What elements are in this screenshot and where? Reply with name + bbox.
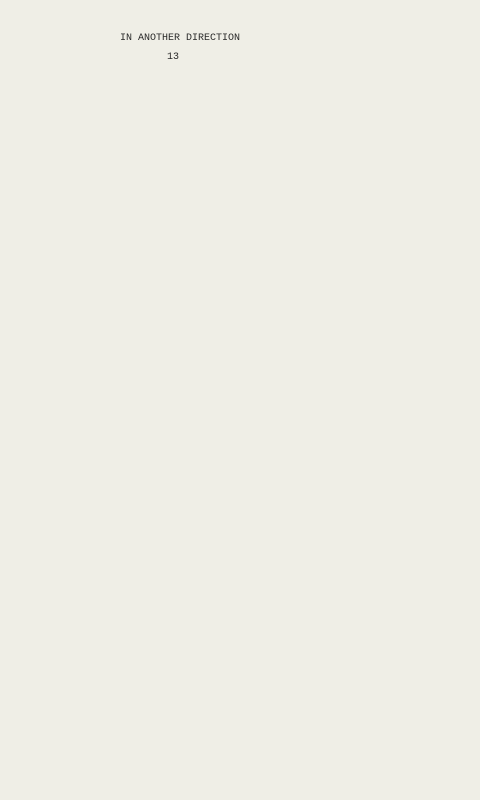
page-number: 13 — [167, 52, 180, 63]
script-title: IN ANOTHER DIRECTION — [120, 33, 241, 44]
